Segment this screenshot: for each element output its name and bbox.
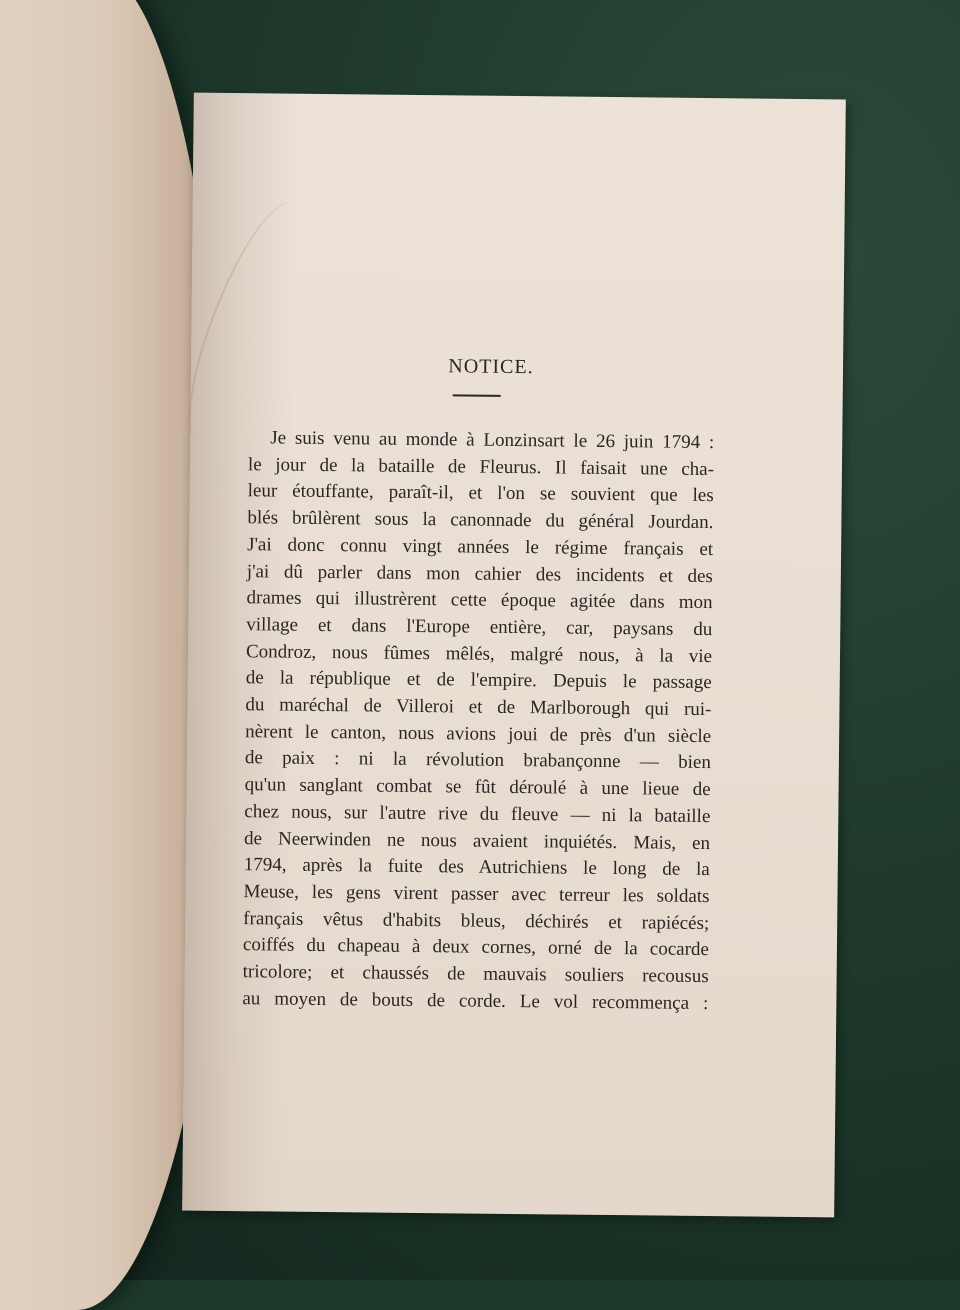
text-line: chez nous, sur l'autre rive du fleuve — ni la bataille bbox=[244, 801, 711, 827]
text-line: Je suis venu au monde à Lonzinsart le 26 juin 1794 : bbox=[270, 427, 715, 454]
text-line: nèrent le canton, nous avions joui de près d'un siècle bbox=[245, 720, 712, 747]
text-line: J'ai donc connu vingt années le régime français et bbox=[247, 534, 714, 560]
heading-rule bbox=[453, 394, 501, 397]
text-line: au moyen de bouts de corde. Le vol recommença : bbox=[242, 987, 709, 1014]
text-line: qu'un sanglant combat se fût déroulé à une lieue de bbox=[244, 774, 711, 801]
text-line: Condroz, nous fûmes mêlés, malgré nous, à la vie bbox=[245, 640, 713, 667]
text-line: j'ai dû parler dans mon cahier des incidents et des bbox=[246, 560, 713, 587]
text-line: de Neerwinden ne nous avaient inquiétés. Mais, en bbox=[243, 827, 711, 854]
text-line: de paix : ni la révolution brabançonne — bien bbox=[244, 747, 711, 774]
book-page bbox=[182, 93, 846, 1218]
text-line: français vêtus d'habits bleus, déchirés et rapiécés; bbox=[243, 907, 710, 934]
page-heading: NOTICE. bbox=[448, 355, 534, 379]
text-line: 1794, après la fuite des Autrichiens le long de la bbox=[243, 854, 710, 881]
page-crease bbox=[172, 188, 323, 457]
text-line: du maréchal de Villeroi et de Marlborough qui rui- bbox=[245, 694, 712, 721]
body-text bbox=[242, 425, 714, 1017]
text-line: village et dans l'Europe entière, car, paysans du bbox=[246, 614, 713, 640]
text-line: coiffés du chapeau à deux cornes, orné de la cocarde bbox=[242, 934, 710, 961]
text-line: le jour de la bataille de Fleurus. Il faisait une cha- bbox=[247, 453, 715, 480]
text-line: de la république et de l'empire. Depuis le passage bbox=[245, 667, 712, 694]
text-line: leur étouffante, paraît-il, et l'on se souvient que les bbox=[247, 480, 714, 507]
text-line: drames qui illustrèrent cette époque agitée dans mon bbox=[246, 587, 713, 614]
text-line: blés brûlèrent sous la canonnade du général Jourdan. bbox=[247, 507, 714, 534]
text-line: tricolore; et chaussés de mauvais souliers recousus bbox=[242, 961, 709, 988]
text-line: Meuse, les gens virent passer avec terreur les soldats bbox=[243, 881, 710, 908]
